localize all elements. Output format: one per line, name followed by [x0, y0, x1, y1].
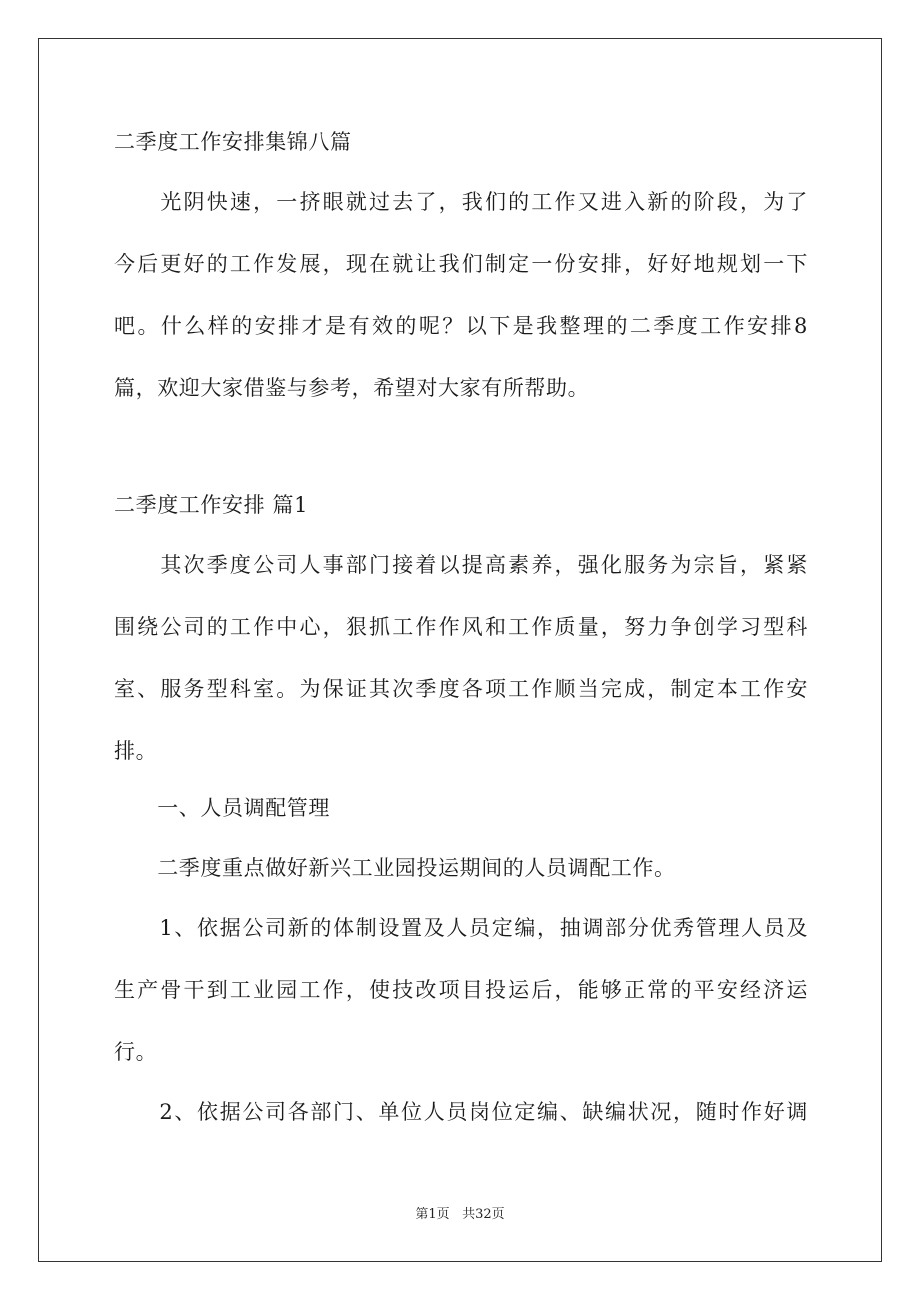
body-line-10: 2、依据公司各部门、单位人员岗位定编、缺编状况，随时作好调 — [114, 1100, 808, 1124]
body-line-7: 1、依据公司新的体制设置及人员定编，抽调部分优秀管理人员及 — [114, 916, 808, 940]
body-line-4: 排。 — [114, 739, 158, 763]
body-line-1: 其次季度公司人事部门接着以提高素养，强化服务为宗旨，紧紧 — [114, 553, 808, 577]
intro-line-3: 吧。什么样的安排才是有效的呢？以下是我整理的二季度工作安排8 — [114, 314, 808, 338]
body-line-8: 生产骨干到工业园工作，使技改项目投运后，能够正常的平安经济运 — [114, 978, 808, 1002]
page-border — [38, 38, 882, 1262]
page-footer — [0, 1206, 920, 1224]
intro-line-2: 今后更好的工作发展，现在就让我们制定一份安排，好好地规划一下 — [114, 252, 808, 276]
page-number: 第1页 — [415, 1207, 450, 1222]
body-line-6: 二季度重点做好新兴工业园投运期间的人员调配工作。 — [114, 856, 676, 880]
document-title: 二季度工作安排集锦八篇 — [114, 130, 352, 154]
section-heading: 二季度工作安排 篇1 — [114, 493, 309, 517]
subheading-staffing: 一、人员调配管理 — [114, 796, 330, 820]
intro-line-4: 篇，欢迎大家借鉴与参考，希望对大家有所帮助。 — [114, 376, 590, 400]
intro-line-1: 光阴快速，一挤眼就过去了，我们的工作又进入新的阶段，为了 — [114, 190, 808, 214]
page-total: 共32页 — [462, 1207, 505, 1222]
body-line-9: 行。 — [114, 1040, 158, 1064]
body-line-3: 室、服务型科室。为保证其次季度各项工作顺当完成，制定本工作安 — [114, 677, 808, 701]
body-line-2: 围绕公司的工作中心，狠抓工作作风和工作质量，努力争创学习型科 — [114, 615, 808, 639]
